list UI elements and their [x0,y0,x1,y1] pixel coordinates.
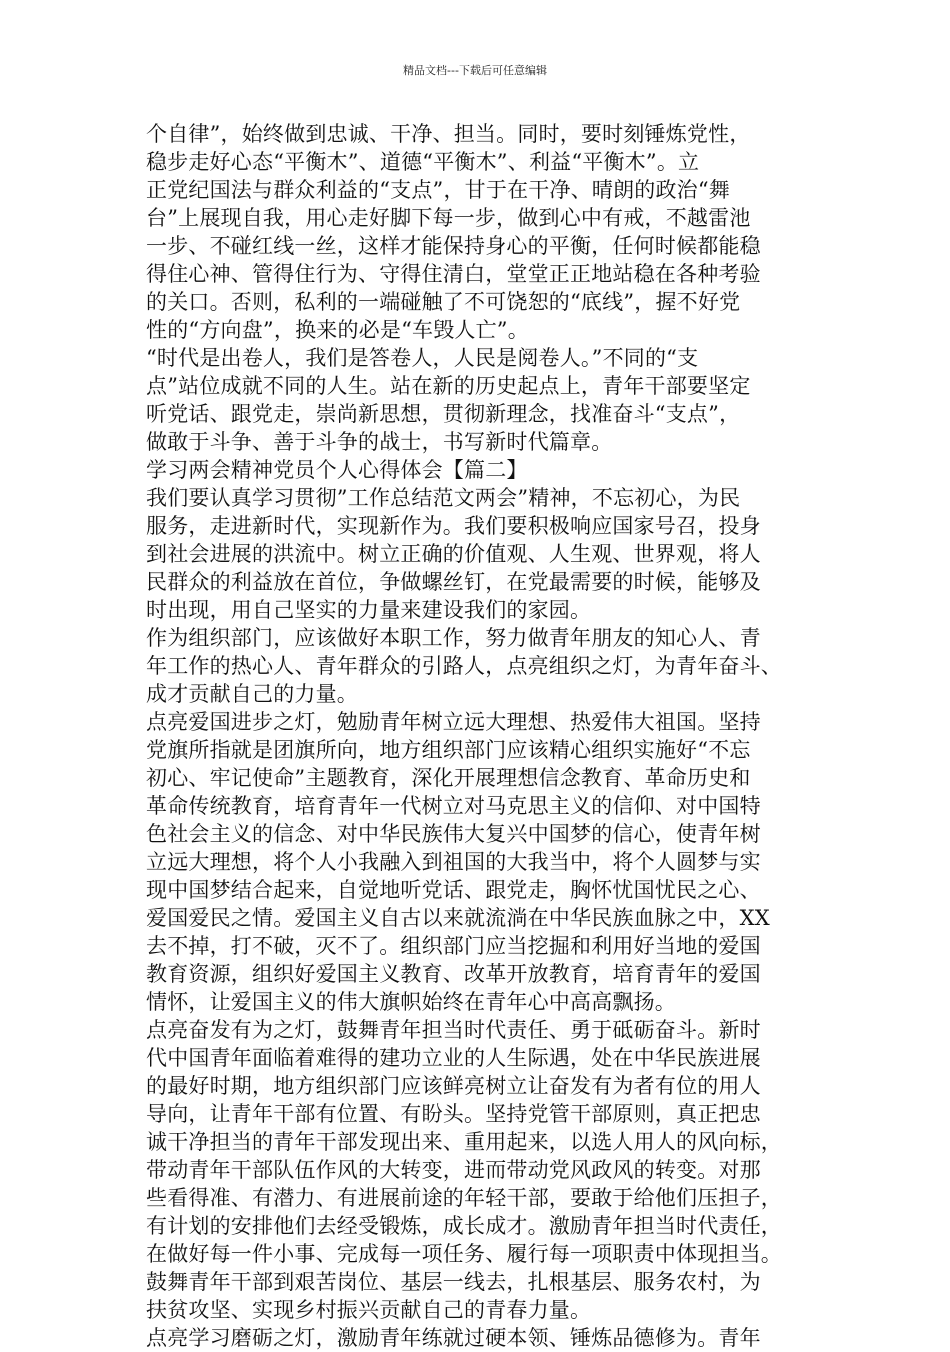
text-line: 教育资源，组织好爱国主义教育、改革开放教育，培育青年的爱国 [146,962,761,986]
text-line: 服务，走进新时代，实现新作为。我们要积极响应国家号召，投身 [146,514,761,538]
text-line: 做敢于斗争、善于斗争的战士，书写新时代篇章。 [146,430,613,454]
text-line: 一步、不碰红线一丝，这样才能保持身心的平衡，任何时候都能稳 [146,234,761,258]
text-line: 个自律”，始终做到忠诚、干净、担当。同时，要时刻锤炼党性， [146,122,751,146]
text-line: 的最好时期，地方组织部门应该鲜亮树立让奋发有为者有位的用人 [146,1074,761,1098]
text-line: 些看得准、有潜力、有进展前途的年轻干部，要敢于给他们压担子， [146,1186,782,1210]
text-line: 扶贫攻坚、实现乡村振兴贡献自己的青春力量。 [146,1298,592,1322]
text-line: 有计划的安排他们去经受锻炼，成长成才。激励青年担当时代责任， [146,1214,782,1238]
paragraph [146,624,810,708]
paragraph [146,456,810,484]
text-line: 带动青年干部队伍作风的大转变，进而带动党风政风的转变。对那 [146,1158,761,1182]
text-line: 正党纪国法与群众利益的“支点”，甘于在干净、晴朗的政治“舞 [146,178,731,202]
paragraph [146,708,810,1016]
text-line: 鼓舞青年干部到艰苦岗位、基层一线去，扎根基层、服务农村，为 [146,1270,761,1294]
text-line: “时代是出卷人，我们是答卷人，人民是阅卷人。”不同的“支 [146,346,699,370]
text-line: 革命传统教育，培育青年一代树立对马克思主义的信仰、对中国特 [146,794,761,818]
text-line: 点亮爱国进步之灯，勉励青年树立远大理想、热爱伟大祖国。坚持 [146,710,761,734]
text-line: 到社会进展的洪流中。树立正确的价值观、人生观、世界观，将人 [146,542,761,566]
paragraph [146,344,810,456]
text-line: 点亮学习磨砺之灯，激励青年练就过硬本领、锤炼品德修为。青年 [146,1326,761,1350]
text-line: 成才贡献自己的力量。 [146,682,358,706]
text-line: 爱国爱民之情。爱国主义自古以来就流淌在中华民族血脉之中，XX [146,906,770,930]
text-line: 去不掉，打不破，灭不了。组织部门应当挖掘和利用好当地的爱国 [146,934,761,958]
text-line: 立远大理想，将个人小我融入到祖国的大我当中，将个人圆梦与实 [146,850,761,874]
text-line: 年工作的热心人、青年群众的引路人，点亮组织之灯，为青年奋斗、 [146,654,782,678]
document-body [146,120,810,1352]
paragraph [146,484,810,624]
text-line: 情怀，让爱国主义的伟大旗帜始终在青年心中高高飘扬。 [146,990,676,1014]
text-line: 色社会主义的信念、对中华民族伟大复兴中国梦的信心，使青年树 [146,822,761,846]
text-line: 诚干净担当的青年干部发现出来、重用起来，以选人用人的风向标， [146,1130,782,1154]
text-line: 点”站位成就不同的人生。站在新的历史起点上，青年干部要坚定 [146,374,751,398]
paragraph [146,1324,810,1352]
text-line: 学习两会精神党员个人心得体会【篇二】 [146,458,528,482]
text-line: 的关口。否则，私利的一端碰触了不可饶恕的“底线”，握不好党 [146,290,741,314]
text-line: 台”上展现自我，用心走好脚下每一步，做到心中有戒，不越雷池 [146,206,751,230]
text-line: 民群众的利益放在首位，争做螺丝钉，在党最需要的时候，能够及 [146,570,761,594]
text-line: 听党话、跟党走，崇尚新思想，贯彻新理念，找准奋斗“支点”， [146,402,741,426]
text-line: 在做好每一件小事、完成每一项任务、履行每一项职责中体现担当。 [146,1242,782,1266]
text-line: 性的“方向盘”，换来的必是“车毁人亡”。 [146,318,529,342]
text-line: 导向，让青年干部有位置、有盼头。坚持党管干部原则，真正把忠 [146,1102,761,1126]
text-line: 现中国梦结合起来，自觉地听党话、跟党走，胸怀忧国忧民之心、 [146,878,761,902]
text-line: 稳步走好心态“平衡木”、道德“平衡木”、利益“平衡木”。立 [146,150,700,174]
text-line: 我们要认真学习贯彻”工作总结范文两会”精神，不忘初心，为民 [146,486,741,510]
text-line: 作为组织部门，应该做好本职工作，努力做青年朋友的知心人、青 [146,626,761,650]
text-line: 初心、牢记使命”主题教育，深化开展理想信念教育、革命历史和 [146,766,751,790]
text-line: 点亮奋发有为之灯，鼓舞青年担当时代责任、勇于砥砺奋斗。新时 [146,1018,761,1042]
text-line: 时出现，用自己坚实的力量来建设我们的家园。 [146,598,592,622]
paragraph [146,1016,810,1324]
paragraph [146,120,810,344]
text-line: 党旗所指就是团旗所向，地方组织部门应该精心组织实施好“不忘 [146,738,751,762]
text-line: 得住心神、管得住行为、守得住清白，堂堂正正地站稳在各种考验 [146,262,761,286]
page-header: 精品文档---下载后可任意编辑 [403,64,547,77]
text-line: 代中国青年面临着难得的建功立业的人生际遇，处在中华民族进展 [146,1046,761,1070]
